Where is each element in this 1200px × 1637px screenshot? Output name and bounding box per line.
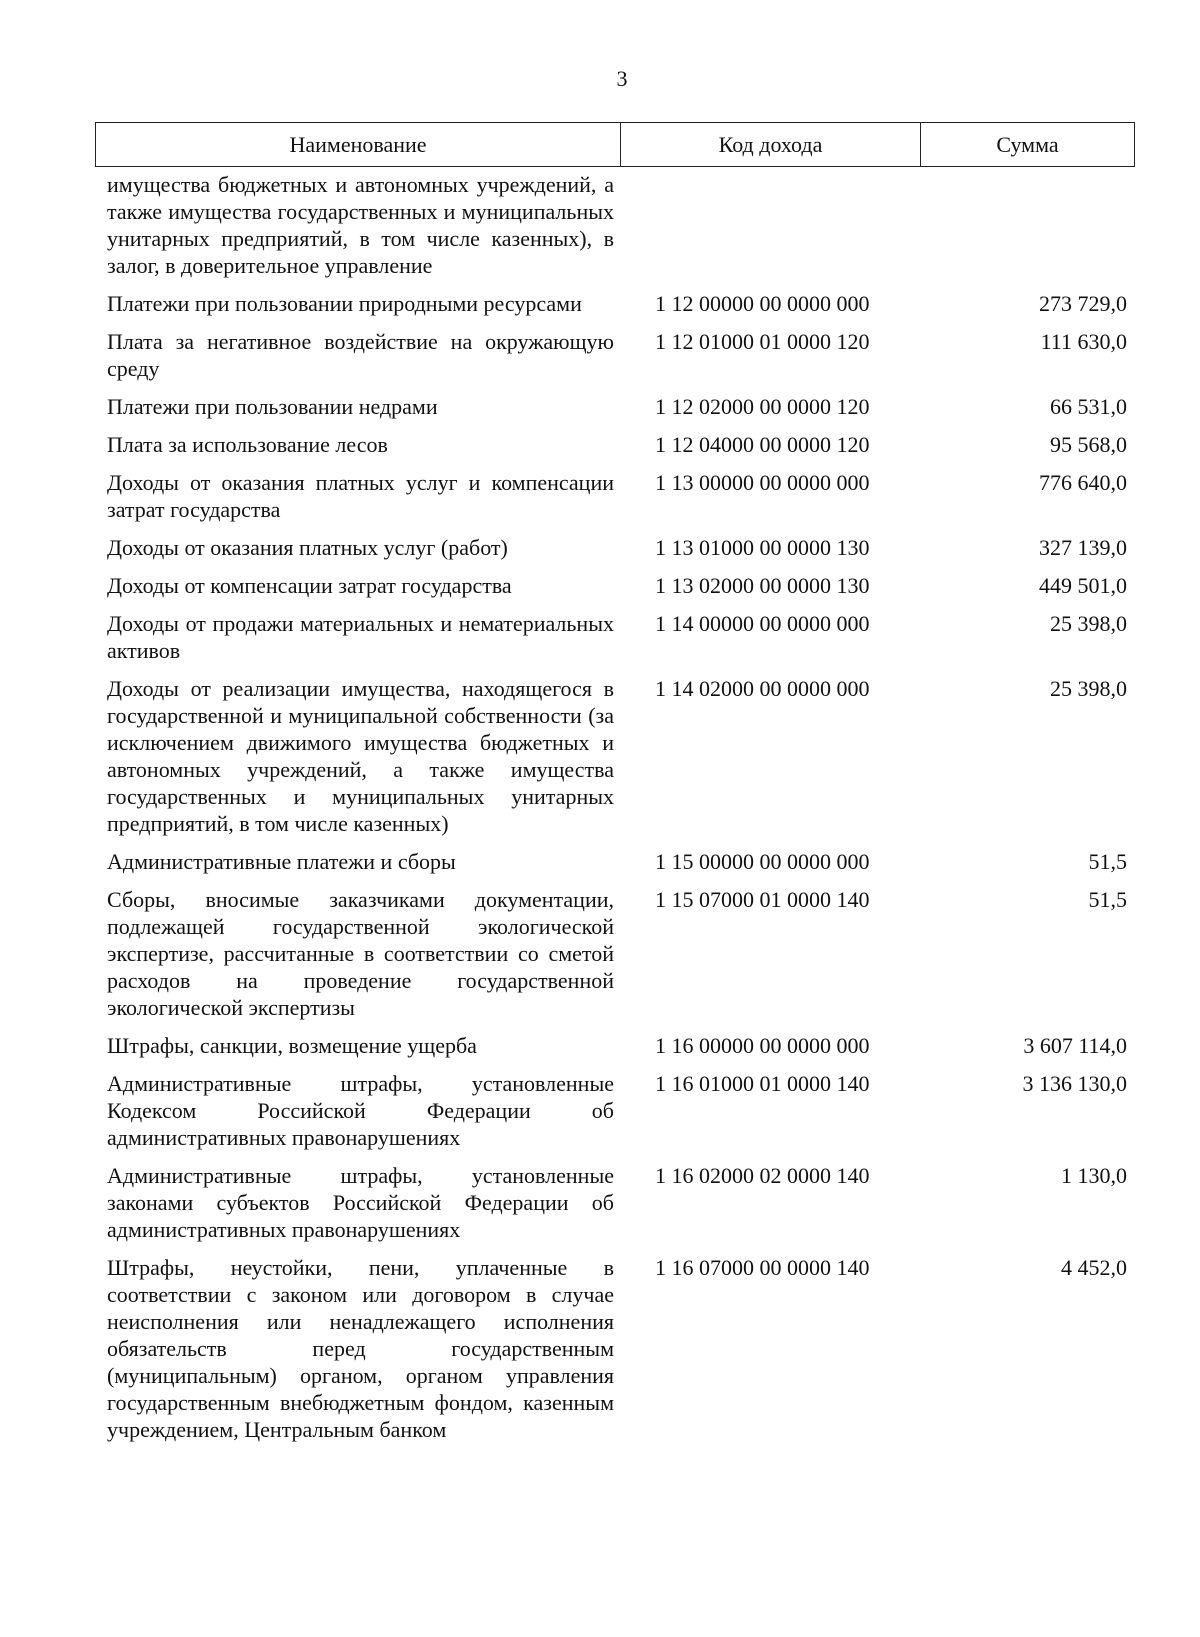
table-row <box>95 393 1135 420</box>
row-sum: 3 607 114,0 <box>1023 1033 1127 1058</box>
table-row <box>95 1162 1135 1243</box>
table-body <box>95 171 1135 1443</box>
row-code: 1 14 02000 00 0000 000 <box>655 676 870 701</box>
row-code: 1 16 01000 01 0000 140 <box>655 1071 870 1096</box>
row-name: Административные платежи и сборы <box>107 849 456 874</box>
row-code: 1 12 02000 00 0000 120 <box>655 394 870 419</box>
table-row <box>95 886 1135 1021</box>
row-sum: 25 398,0 <box>1050 611 1127 636</box>
table-row <box>95 534 1135 561</box>
row-code: 1 12 01000 01 0000 120 <box>655 329 870 354</box>
row-sum: 51,5 <box>1088 849 1127 874</box>
row-name: Доходы от компенсации затрат государства <box>107 573 512 598</box>
row-name: Доходы от продажи материальных и нематериальных активов <box>107 611 614 663</box>
row-name: Плата за негативное воздействие на окружающую среду <box>107 329 614 381</box>
row-sum: 1 130,0 <box>1061 1163 1127 1188</box>
row-sum: 3 136 130,0 <box>1022 1071 1127 1096</box>
row-code <box>655 171 945 279</box>
table-row <box>95 328 1135 382</box>
row-sum: 327 139,0 <box>1039 535 1127 560</box>
page-number: 3 <box>616 66 628 91</box>
row-sum: 776 640,0 <box>1039 470 1127 495</box>
row-sum: 449 501,0 <box>1039 573 1127 598</box>
header-sum: Сумма <box>996 131 1059 157</box>
row-name: Административные штрафы, установленные законами субъектов Российской Федерации об административных правонарушениях <box>107 1163 614 1242</box>
row-name: Штрафы, неустойки, пени, уплаченные в соответствии с законом или договором в случае неисполнения или ненадлежащего исполнения обязательств перед государственным (муниципальным) органом, органом управления государственным внебюджетным фондом, казенным учреждением, Центральным банком <box>107 1255 614 1442</box>
row-name: Штрафы, санкции, возмещение ущерба <box>107 1033 477 1058</box>
table-row <box>95 610 1135 664</box>
row-name: Доходы от оказания платных услуг и компенсации затрат государства <box>107 470 614 522</box>
row-sum: 51,5 <box>1088 887 1127 912</box>
row-name: Платежи при пользовании природными ресурсами <box>107 291 582 316</box>
row-name: Административные штрафы, установленные Кодексом Российской Федерации об административных правонарушениях <box>107 1071 614 1150</box>
row-code: 1 12 04000 00 0000 120 <box>655 432 870 457</box>
table-row <box>95 171 1135 279</box>
row-code: 1 15 07000 01 0000 140 <box>655 887 870 912</box>
row-name: Платежи при пользовании недрами <box>107 394 438 419</box>
row-sum: 25 398,0 <box>1050 676 1127 701</box>
table-row <box>95 848 1135 875</box>
row-code: 1 13 02000 00 0000 130 <box>655 573 870 598</box>
row-name: Доходы от реализации имущества, находящегося в государственной и муниципальной собственности (за исключением движимого имущества бюджетных и автономных учреждений, а также имущества государственных и муниципальных унитарных предприятий, в том числе казенных) <box>107 676 614 836</box>
row-code: 1 16 02000 02 0000 140 <box>655 1163 870 1188</box>
row-name: Плата за использование лесов <box>107 432 388 457</box>
row-sum: 95 568,0 <box>1050 432 1127 457</box>
row-name: имущества бюджетных и автономных учреждений, а также имущества государственных и муниципальных унитарных предприятий, в том числе казенных), в залог, в доверительное управление <box>107 172 614 278</box>
table-row <box>95 1070 1135 1151</box>
row-code: 1 15 00000 00 0000 000 <box>655 849 870 874</box>
row-sum: 4 452,0 <box>1061 1255 1127 1280</box>
row-code: 1 14 00000 00 0000 000 <box>655 611 870 636</box>
table-row <box>95 290 1135 317</box>
table-row <box>95 431 1135 458</box>
table-row <box>95 572 1135 599</box>
header-code: Код дохода <box>621 123 921 166</box>
row-sum: 273 729,0 <box>1039 291 1127 316</box>
row-code: 1 16 07000 00 0000 140 <box>655 1255 870 1280</box>
row-name: Сборы, вносимые заказчиками документации, подлежащей государственной экологической экспертизе, рассчитанные в соответствии со сметой расходов на проведение государственной экологической экспертизы <box>107 887 614 1020</box>
header-name: Наименование <box>96 123 621 166</box>
row-code: 1 13 00000 00 0000 000 <box>655 470 870 495</box>
row-code: 1 13 01000 00 0000 130 <box>655 535 870 560</box>
table-row <box>95 469 1135 523</box>
table-header <box>95 122 1135 167</box>
table-row <box>95 1254 1135 1443</box>
revenue-table <box>95 122 1135 1454</box>
row-name: Доходы от оказания платных услуг (работ) <box>107 535 508 560</box>
table-row <box>95 675 1135 837</box>
row-sum: 111 630,0 <box>1040 329 1127 354</box>
row-code: 1 16 00000 00 0000 000 <box>655 1033 870 1058</box>
row-code: 1 12 00000 00 0000 000 <box>655 291 870 316</box>
row-sum <box>945 171 1135 279</box>
row-sum: 66 531,0 <box>1050 394 1127 419</box>
table-row <box>95 1032 1135 1059</box>
